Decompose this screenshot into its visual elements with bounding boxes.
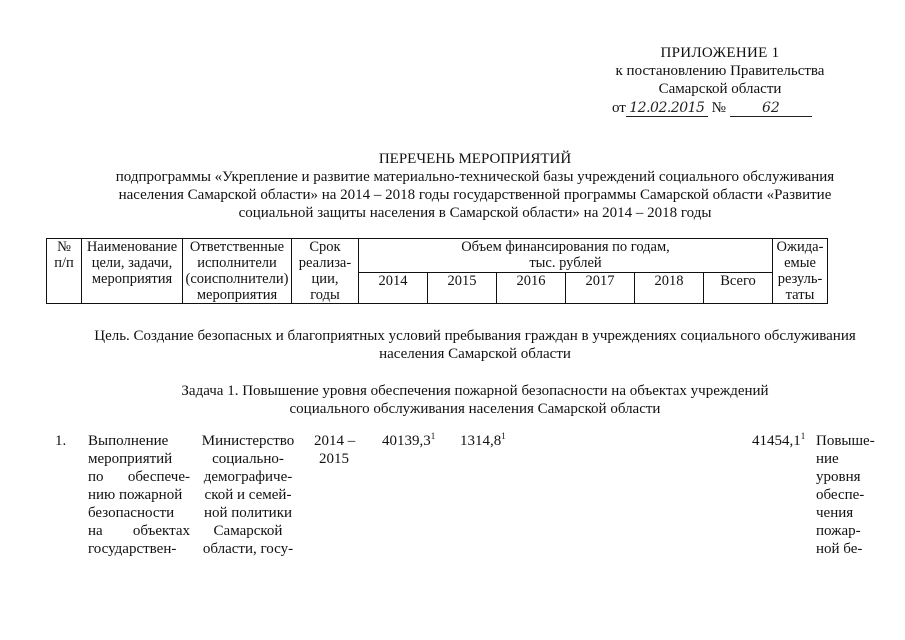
appendix-title: ПРИЛОЖЕНИЕ 1 <box>660 45 780 61</box>
appendix-line: Самарской области <box>658 81 782 97</box>
header-term: Срок реализа- ции, годы <box>292 239 359 304</box>
header-year-2016: 2016 <box>497 272 566 303</box>
heading-title: ПЕРЕЧЕНЬ МЕРОПРИЯТИЙ <box>378 151 572 167</box>
header-result: Ожида- емые резуль- таты <box>773 239 828 304</box>
header-name: Наименование цели, задачи, мероприятия <box>82 239 183 304</box>
footnote-mark: 1 <box>501 431 506 441</box>
row-executor: Министерство социально- демографиче- ской и семей- ной политики Самарской области, госу- <box>201 433 295 557</box>
row-term: 2014 – 2015 <box>314 433 356 467</box>
footnote-mark: 1 <box>800 431 806 441</box>
header-num: № п/п <box>47 239 82 304</box>
row-result: Повыше- ние уровня обеспе- чения пожар- ной бе- <box>816 433 875 557</box>
decree-date-line <box>612 100 812 117</box>
row-value-total: 41454,1$^1$ <box>752 431 806 449</box>
handwritten-number: 62 <box>730 100 812 117</box>
row-value-2014: 40139,3$^1$ <box>382 431 436 449</box>
handwritten-date: 12.02.2015 <box>626 100 708 117</box>
heading-line: населения Самарской области» на 2014 – 2018 годы государственной программы Самарской области «Развитие <box>118 187 832 203</box>
header-year-2017: 2017 <box>566 272 635 303</box>
heading-line: социальной защиты населения в Самарской области» на 2014 – 2018 годы <box>238 205 712 221</box>
header-year-2015: 2015 <box>428 272 497 303</box>
date-prefix: от <box>612 100 626 116</box>
document-heading <box>60 150 890 222</box>
header-year-2014: 2014 <box>359 272 428 303</box>
task-text: Задача 1. Повышение уровня обеспечения пожарной безопасности на объектах учреждений социального обслуживания населения Самарской области <box>181 383 769 417</box>
header-year-2018: 2018 <box>635 272 704 303</box>
heading-line: подпрограммы «Укрепление и развитие материально-технической базы учреждений социального обслуживания <box>115 169 835 185</box>
header-funding: Объем финансирования по годам, тыс. рублей <box>359 239 773 273</box>
appendix-block <box>600 44 840 98</box>
header-total: Всего <box>704 272 773 303</box>
row-number: 1. <box>55 433 67 449</box>
goal-text: Цель. Создание безопасных и благоприятных условий пребывания граждан в учреждениях социального обслуживания населения Самарской области <box>94 328 856 362</box>
number-prefix: № <box>711 100 726 116</box>
table-header <box>46 238 828 304</box>
row-activity-name: Выполнение мероприятий по обеспече- нию пожарной безопасности на объектах государствен- <box>88 433 190 557</box>
appendix-line: к постановлению Правительства <box>615 63 825 79</box>
header-exec: Ответственные исполнители (соисполнители) мероприятия <box>183 239 292 304</box>
footnote-mark: 1 <box>430 431 436 441</box>
row-value-2015: 1314,8$^1$ <box>460 431 506 449</box>
